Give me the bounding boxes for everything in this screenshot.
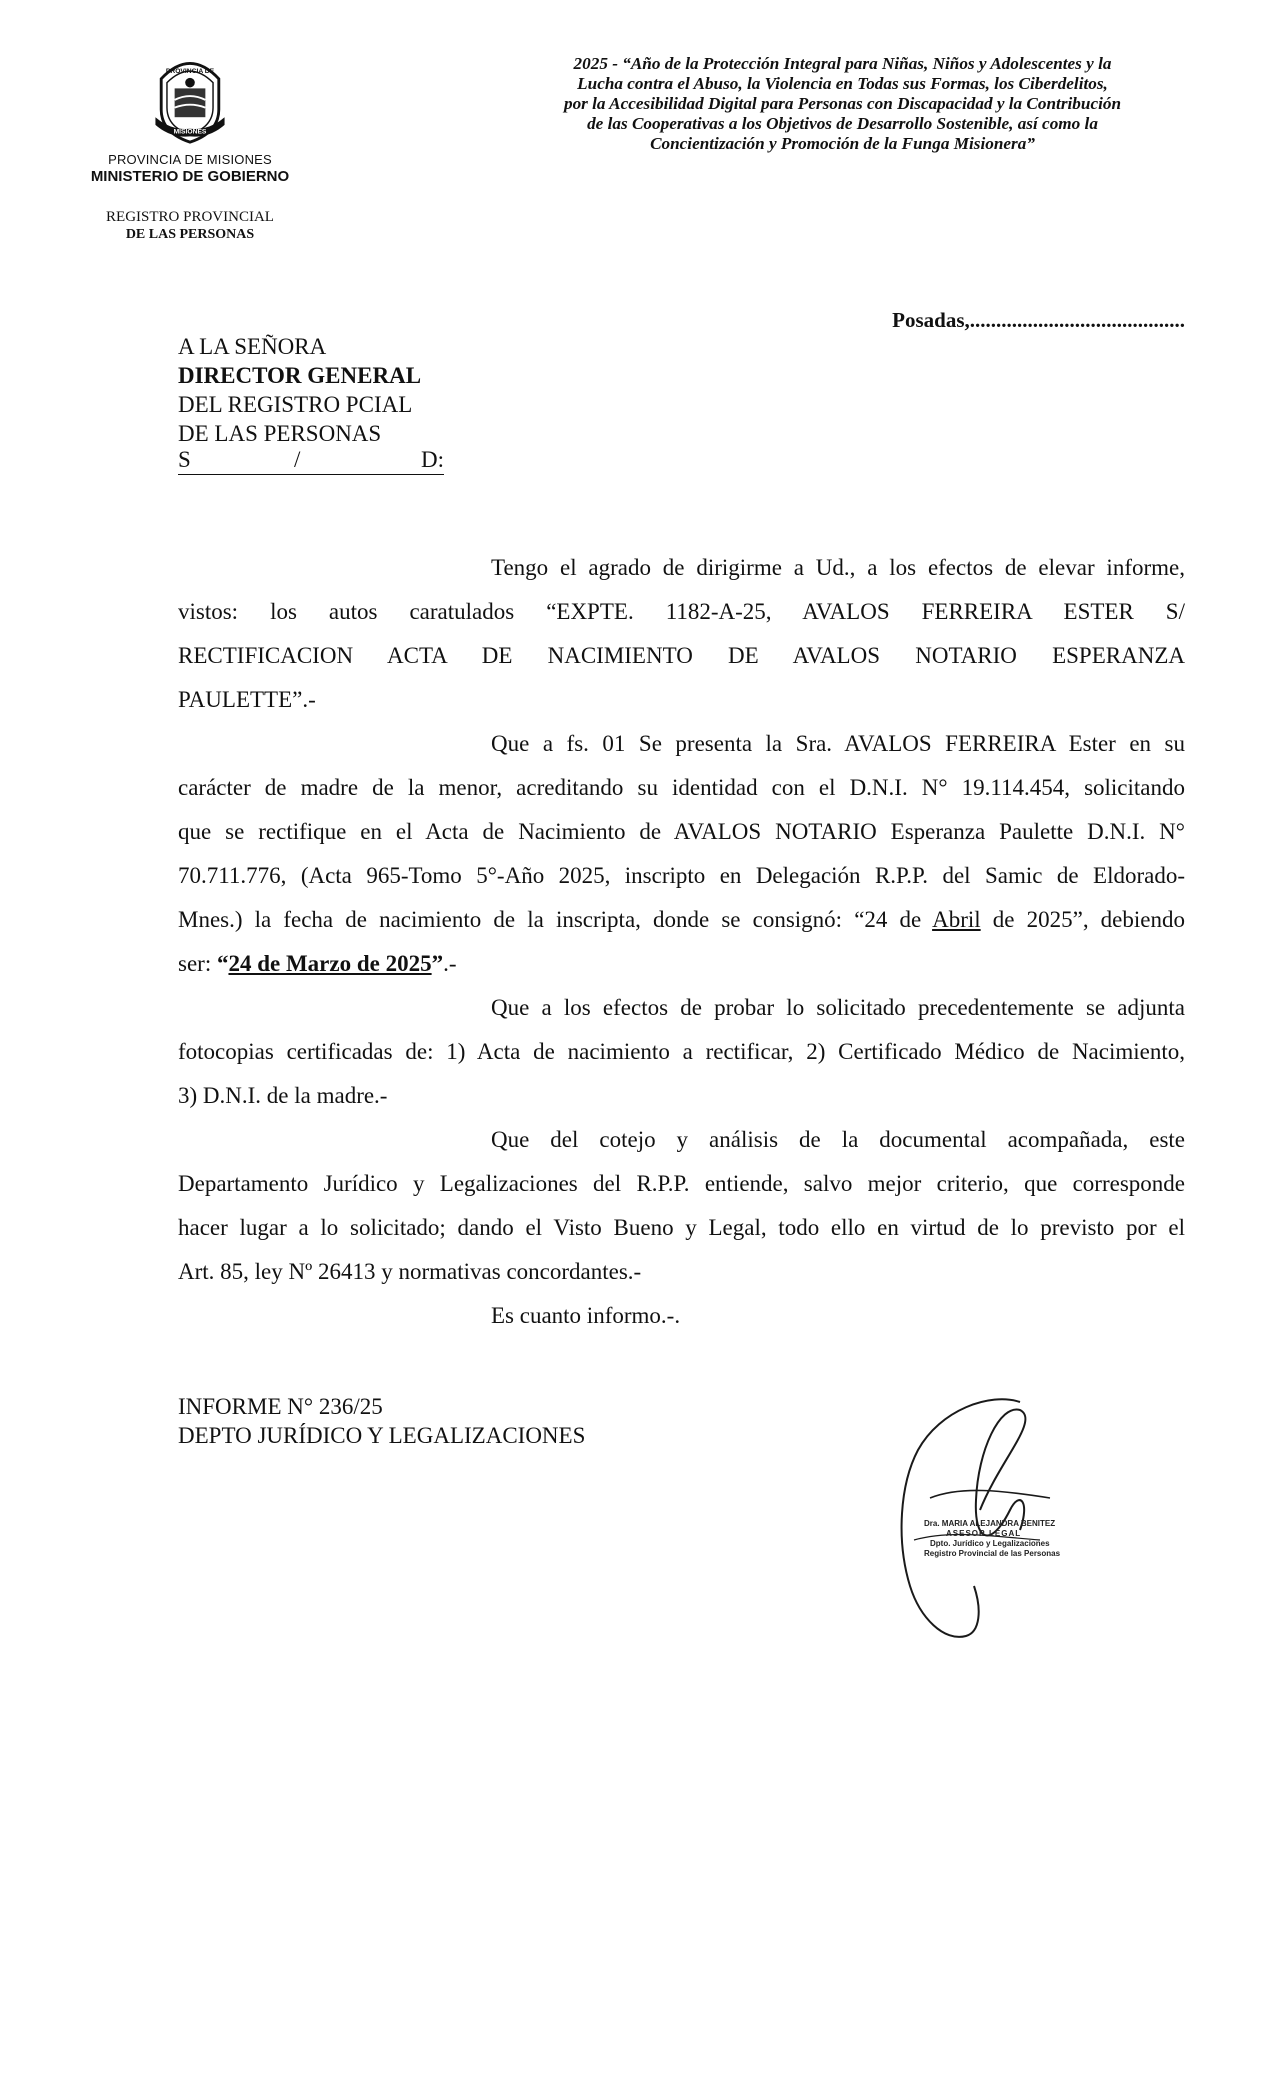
department-name: DEPTO JURÍDICO Y LEGALIZACIONES [178, 1423, 586, 1448]
paragraph: Que a los efectos de probar lo solicitado precedentemente se adjunta fotocopias certificadas de: 1) Acta de nacimiento a rectificar, 2) Certificado Médico de Nacimiento, 3) D.N.I. de la madre.- [178, 995, 1185, 1108]
paragraph: Que a fs. 01 Se presenta la Sra. AVALOS FERREIRA Ester en su carácter de madre de la menor, acreditando su identidad con el D.N.I. N° 19.114.454, solicitando que se rectifique en el Acta de Nacimiento de AVALOS NOTARIO Esperanza Paulette D.N.I. N° 70.711.776, (Acta 965-Tomo 5°-Año 2025, inscripto en Delegación R.P.P. del Samic de Eldorado- Mnes.) la fecha de nacimiento de la inscripta, donde se consignó: “24 de Abril de 2025”, debiendo ser: “24 de Marzo de 2025”.- [178, 731, 1185, 976]
corrected-birth-date: 24 de Marzo de 2025 [228, 951, 432, 976]
report-body [178, 546, 1185, 1338]
registry-name-line2: DE LAS PERSONAS [125, 227, 255, 242]
report-number: INFORME N° 236/25 [178, 1394, 383, 1419]
province-name: PROVINCIA DE MISIONES [108, 152, 272, 167]
closing-sentence: Es cuanto informo.-. [491, 1303, 681, 1328]
corrected-month-old: Abril [932, 907, 981, 932]
report-footer [178, 1392, 585, 1450]
addressee-line: A LA SEÑORA [178, 334, 327, 359]
crest-top-text: PROVINCIA DE [165, 68, 215, 76]
crest-bottom-text: MISIONES [173, 128, 207, 136]
paragraph: Que del cotejo y análisis de la documental acompañada, este Departamento Jurídico y Legalizaciones del R.P.P. entiende, salvo mejor criterio, que corresponde hacer lugar a lo solicitado; dando el Visto Bueno y Legal, todo ello en virtud de lo previsto por el Art. 85, ley Nº 26413 y normativas concordantes.- [178, 1127, 1185, 1284]
addressee-line: DE LAS PERSONAS [178, 421, 382, 446]
paragraph: Tengo el agrado de dirigirme a Ud., a los efectos de elevar informe, vistos: los autos caratulados “EXPTE. 1182-A-25, AVALOS FERREIRA ESTER S/ RECTIFICACION ACTA DE NACIMIENTO DE AVALOS NOTARIO ESPERANZA PAULETTE”.- [178, 555, 1185, 712]
ministry-name: MINISTERIO DE GOBIERNO [90, 168, 290, 185]
motto-line: Concientización y Promoción de la Funga Misionera” [650, 134, 1035, 153]
provincial-crest-icon [142, 50, 238, 146]
letterhead [60, 50, 320, 244]
motto-line: Lucha contra el Abuso, la Violencia en Todas sus Formas, los Ciberdelitos, [577, 74, 1108, 93]
signature-stamp: Dra. MARIA ALEJANDRA BENITEZ ASESOR LEGAL Dpto. Jurídico y Legalizaciones Registro Provincial de las Personas [924, 1519, 1061, 1558]
addressee-block [178, 332, 444, 482]
motto-line: 2025 - “Año de la Protección Integral para Niñas, Niños y Adolescentes y la [573, 54, 1112, 73]
motto-line: por la Accesibilidad Digital para Personas con Discapacidad y la Contribución [563, 94, 1121, 113]
place-date-line: Posadas,......................................... [892, 308, 1185, 332]
year-motto [490, 54, 1195, 154]
su-despacho: S / D: [178, 448, 444, 475]
motto-line: de las Cooperativas a los Objetivos de Desarrollo Sostenible, así como la [587, 114, 1098, 133]
addressee-line: DEL REGISTRO PCIAL [178, 392, 413, 417]
registry-name-line1: REGISTRO PROVINCIAL [106, 209, 274, 225]
addressee-title: DIRECTOR GENERAL [178, 363, 422, 388]
